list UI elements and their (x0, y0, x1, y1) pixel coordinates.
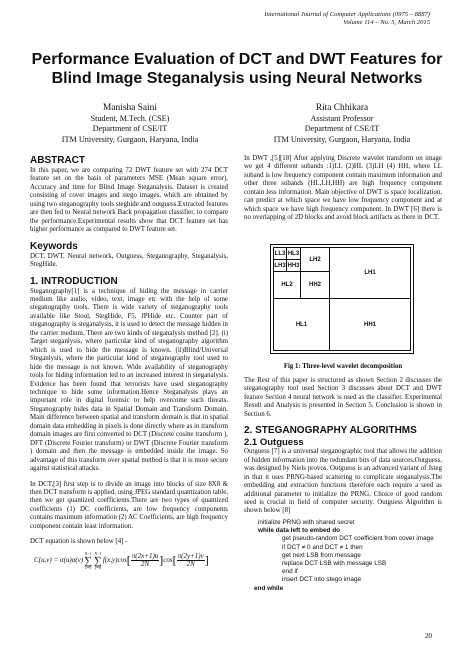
bracket-open: [ (172, 553, 177, 568)
author-affiliation: ITM University, Gurgaon, Haryana, India (61, 134, 199, 144)
bracket-open: [ (126, 553, 131, 568)
cell-lh3: LH3 (273, 259, 287, 272)
algo-line: replace DCT LSB with message LSB (282, 560, 387, 568)
keywords-heading: Keywords (30, 240, 78, 252)
wavelet-figure (270, 244, 414, 354)
right-column (244, 155, 442, 223)
bracket-close: ] (159, 553, 164, 568)
sum-x (84, 552, 92, 570)
cell-ll3: LL3 (273, 247, 287, 260)
fraction-2 (177, 553, 205, 568)
cell-hl3: HL3 (286, 247, 301, 260)
figure-caption: Fig 1: Three-level wavelet decomposition (283, 363, 403, 370)
author-dept: Department of CSE/IT (304, 124, 380, 134)
dct-equation (30, 552, 228, 570)
cell-lh2: LH2 (300, 247, 330, 272)
author-block-2 (252, 103, 432, 145)
author-role: Student, M.Tech. (CSE) (90, 113, 170, 123)
sigma-glyph: ∑ (84, 554, 93, 567)
journal-header (264, 11, 430, 27)
intro-paragraph-2: In DCT,[3] first step is to divide an image into blocks of size 8X8 & then DCT transform is applied, using JPEG standard quantization table, then we get quantized coefficients.There are two types of quantized coefficients (1) DC coefficients, are low frequency components contains maximum information (2) AC Coefficients, are high frequency component contain least information. (30, 480, 228, 530)
outguess-paragraph: Outguess [7] is a universal steganographic tool that allows the addition of hidden information into the redundant bits of data sources.Outguess, was designed by Niels provos. Outguess is an advanced variant of Jsteg in that it uses PRNG-based scattering to complicate steganalysis.The embedding and extraction functions therefore each require a seed as additional parameter to initialize the PRNG. Choice of good random seed is crucial in field of computer security. Outguess Algorithm is shown below [8] (244, 448, 442, 515)
intro-paragraph-3: DCT equation is shown below [4] - (30, 538, 128, 546)
title-line-1: Performance Evaluation of DCT and DWT Features for (31, 51, 443, 68)
cell-lh1: LH1 (329, 247, 411, 299)
section-2-heading: 2. STEGANOGRAPHY ALGORITHMS (244, 425, 417, 437)
equation-cos: cos (163, 556, 173, 565)
algo-line: end if (282, 568, 298, 576)
author-dept: Department of CSE/IT (92, 124, 168, 134)
sum-x-bottom: x=0 (85, 565, 92, 570)
bracket-close: ] (204, 553, 209, 568)
sigma-glyph: ∑ (94, 554, 102, 567)
abstract-text: In this paper, we are comparing 72 DWT feature set with 274 DCT feature set on the basis of parameters MSE (Mean square error), Accuracy and time for Blind Image Steganalysis. Dataset is created consisting of cover images and stego images, which are obtained by using two steganography tools steghide and outguess.Extracted features are then fed to Neural network Back propagation classifier, to compare the performance.Experimental results show that DCT feature set has higher performance as compared to DWT feature set. (30, 167, 228, 234)
title-line-2: Blind Image Steganalysis using Neural Networks (51, 70, 423, 87)
journal-volume: Volume 114 – No. 5, March 2015 (343, 19, 430, 27)
cell-hl1: HL1 (273, 298, 330, 351)
intro-paragraph-1: Steganography[1] is a technique of hiding the message in carrier medium like audio, video, text, image etc with the help of some steganography tools. There is wide variety of steganography tools available like Stool, StegHide, F5, JPHide etc. Counter part of steganography is steganalysis, it is used to detect the message hidden in the carrier medium. There are two kinds of steganalysis method [2]. (i) Target steganlysis, where particular kind of steganography algorithm which is used to hide the message is known. (ii)Blind/Universal Steganlysis, where the particular kind of steganography tool used to hide the message is not known. Wide availability of steganography tools for hiding information led to an increased interest in steganalysis. Evidence has been found that terrorists have used steganography technique to hide some information.Hence Steganalysis plays an important role in digital forensic to help overcome such threats. Steganography hides data in Spatial Domain and Transform Domain. Main difference between spatial and transform domain is that in spatial domain data embedding in pixels is done directly where as in transform domain images are first converted to DCT (Discrete cosine transform ), DFT (Discrete Fourier transform) or DWT (Discrete Fourier transform ) domain and then the message is embedded inside the image. So advantage of this transform over spatial method is that it is more secure against statistical attacks. (30, 287, 228, 473)
author-role: Assistant Professor (310, 113, 374, 123)
abstract-heading: ABSTRACT (30, 155, 85, 166)
algo-line: while data left to embed do (258, 527, 341, 535)
fraction-1 (131, 553, 160, 568)
journal-name: International Journal of Computer Applications (0975 – 8887) (264, 11, 430, 18)
fraction-2-denominator: 2N (186, 560, 195, 569)
algo-line: insert DCT into stego image (282, 576, 362, 584)
algo-line: if DCT ≠ 0 and DCT ≠ 1 then (282, 543, 363, 551)
paper-title (30, 50, 444, 88)
cell-hh3: HH3 (286, 259, 301, 272)
fraction-2-numerator: π(2y+1)v (177, 552, 204, 561)
author-name: Rita Chhikara (315, 103, 369, 113)
introduction-heading: 1. INTRODUCTION (30, 275, 118, 287)
fraction-1-numerator: π(2x+1)u (131, 552, 159, 561)
algo-line: initialize PRNG with shared secret (258, 519, 355, 526)
cell-hh2: HH2 (300, 271, 330, 299)
fraction-1-denominator: 2N (140, 560, 150, 569)
cell-hh1: HH1 (329, 298, 411, 351)
page-number: 20 (424, 632, 432, 640)
author-name: Manisha Saini (103, 103, 157, 113)
equation-fxy: f(x,y)cos (102, 556, 127, 565)
right-column-lower (244, 377, 442, 516)
algo-line: end while (254, 584, 284, 592)
sum-x-top: N−1 (84, 551, 92, 556)
algo-line: get next LSB from message (282, 551, 361, 559)
structure-paragraph: The Rest of this paper is structured as shown Section 2 discusses the steganography tool used Section 3 discusses about DCT and DWT feature Section 4 neural network is used as the classifier. Experimental Result and Analysis is presented in Section 5. Conclusion is shown in Section 6. (244, 377, 442, 418)
section-2-1-heading: 2.1 Outguess (244, 437, 304, 449)
equation-lhs: C(u,v) = α(u)α(v) (34, 556, 84, 565)
sum-y-bottom: y=0 (94, 565, 102, 570)
algo-line: get pseudo-random DCT coefficient from cover image (282, 535, 434, 543)
keywords-text: DCT, DWT, Neural network, Outguess, Steganography, Steganalysis, StegHide. (30, 252, 228, 269)
dwt-paragraph: In DWT ,[5][18] After applying Discrete wavelet transform on image we get 4 different subands :1)LL (2)HL (3)LH (4) HH, where LL suband is low frequency component contain maximum information and other three subands (HL,LH,HH) are high frequency component contain less information. Main objective of DWT is space localization, can predict at which space we have low frequency component and at which space we have high frequency component. In DWT [6] there is no overlapping of 2D blocks and avoid block artifacts as there in DCT. (244, 155, 442, 222)
left-column (30, 155, 228, 570)
cell-hl2: HL2 (273, 271, 301, 299)
outguess-algorithm (254, 519, 444, 593)
sum-y (94, 552, 102, 570)
author-block-1 (40, 103, 220, 145)
sum-y-top: N−1 (94, 551, 102, 556)
author-affiliation: ITM University, Gurgaon, Haryana, India (273, 134, 411, 144)
